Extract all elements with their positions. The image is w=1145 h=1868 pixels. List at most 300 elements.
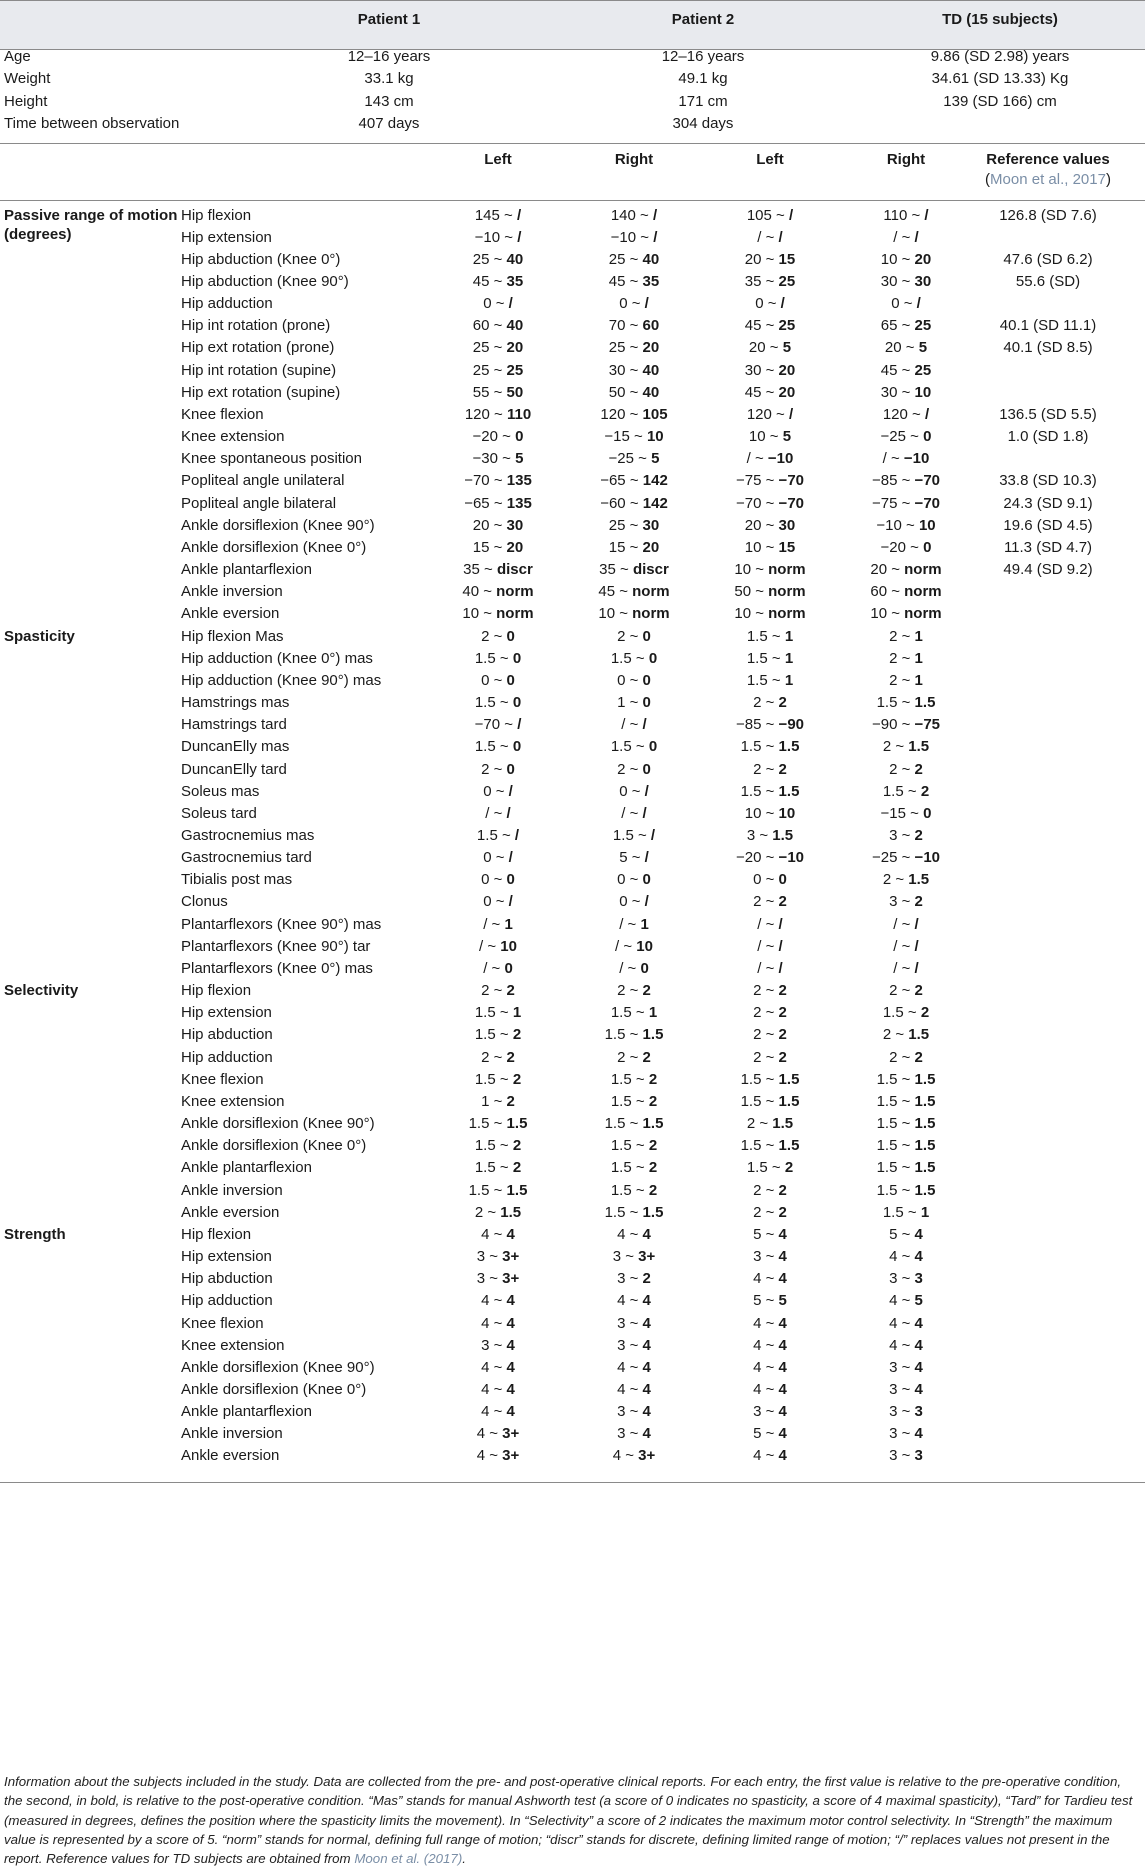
separator: ~ [897, 1048, 915, 1066]
post-op-value: 4 [778, 1314, 787, 1332]
value-patient2-right [889, 1402, 923, 1422]
post-op-value: / [506, 804, 511, 822]
value-patient2-left [747, 826, 793, 846]
post-op-value: 2 [506, 1092, 515, 1110]
separator: ~ [489, 383, 507, 401]
separator: ~ [761, 1292, 779, 1310]
pre-op-value: / [893, 937, 898, 955]
separator: ~ [897, 317, 915, 335]
separator: ~ [485, 1248, 503, 1266]
separator: ~ [625, 361, 643, 379]
separator: ~ [901, 339, 919, 357]
separator: ~ [897, 1159, 915, 1177]
pre-op-value: 2 [481, 982, 490, 1000]
measure-label: Hip adduction [181, 295, 273, 313]
pre-op-value: 4 [889, 1292, 898, 1310]
separator: ~ [498, 428, 516, 446]
value-patient2-left [745, 804, 795, 824]
separator: ~ [625, 250, 643, 268]
separator: ~ [751, 561, 769, 579]
post-op-value: 30 [642, 516, 660, 534]
pre-op-value: 25 [608, 250, 626, 268]
post-op-value: 2 [920, 782, 930, 800]
value-patient1-right [613, 826, 655, 846]
value-patient1-right [619, 892, 649, 912]
separator: ~ [887, 605, 905, 623]
separator: ~ [761, 1004, 779, 1022]
value-patient2-left [757, 228, 782, 248]
separator: ~ [897, 1314, 915, 1332]
separator: ~ [761, 1425, 779, 1443]
value-patient1-right [598, 604, 669, 624]
pre-op-value: 45 [880, 361, 898, 379]
value-patient1-right [619, 294, 649, 314]
value-patient2-left [753, 1380, 787, 1400]
post-op-value: 10 [914, 383, 932, 401]
post-op-value: / [916, 295, 921, 313]
post-op-value: 10 [500, 937, 517, 955]
value-patient1-right [609, 316, 659, 336]
pre-op-value: 1.5 [474, 1137, 496, 1155]
post-op-value: 1.5 [908, 738, 930, 756]
post-op-value: 2 [648, 1181, 658, 1199]
post-op-value: 2 [914, 893, 923, 911]
separator: ~ [761, 1070, 779, 1088]
value-patient2-left [741, 1070, 800, 1090]
separator: ~ [761, 1048, 779, 1066]
measure-label: Plantarflexors (Knee 0°) mas [181, 959, 373, 977]
separator: ~ [906, 538, 924, 556]
pre-op-value: 30 [608, 361, 626, 379]
header-patient1: Patient 1 [357, 11, 421, 28]
demographic-patient1: 143 cm [364, 93, 414, 110]
separator: ~ [489, 339, 507, 357]
value-patient1-left [473, 250, 523, 270]
value-patient1-left [462, 582, 533, 602]
measure-label: DuncanElly tard [181, 760, 287, 778]
value-patient1-left [475, 649, 521, 669]
post-op-value: norm [904, 561, 942, 579]
separator: ~ [633, 826, 651, 844]
separator: ~ [635, 206, 653, 224]
value-patient1-left [481, 671, 515, 691]
pre-op-value: −70 [464, 472, 490, 490]
value-patient1-left [475, 1158, 521, 1178]
separator: ~ [897, 1092, 915, 1110]
measure-label: Popliteal angle unilateral [181, 472, 345, 490]
separator: ~ [621, 1447, 639, 1465]
post-op-value: 4 [642, 1292, 651, 1310]
pre-op-value: −85 [735, 716, 762, 734]
value-patient2-left [745, 272, 795, 292]
value-patient2-left [747, 206, 793, 226]
pre-op-value: 1.5 [474, 1159, 496, 1177]
value-patient1-left [483, 892, 513, 912]
value-patient2-left [753, 1048, 787, 1068]
pre-op-value: 4 [753, 1270, 762, 1288]
separator: ~ [483, 1203, 501, 1221]
pre-op-value: 30 [880, 383, 898, 401]
value-patient2-right [889, 981, 923, 1001]
section-label: Selectivity [4, 982, 79, 1000]
pre-op-value: / [485, 804, 490, 822]
post-op-value: 3+ [638, 1447, 656, 1465]
pre-op-value: 0 [483, 295, 492, 313]
post-op-value: 20 [642, 339, 660, 357]
post-op-value: norm [768, 583, 806, 601]
pre-op-value: 110 [883, 206, 908, 224]
value-patient2-left [736, 715, 804, 735]
value-patient2-right [889, 1314, 923, 1334]
post-op-value: 5 [778, 1292, 787, 1310]
value-patient2-right [889, 1358, 923, 1378]
measure-label: Ankle dorsiflexion (Knee 90°) [181, 1358, 375, 1376]
post-op-value: 4 [506, 1358, 515, 1376]
post-op-value: 2 [914, 1048, 923, 1066]
measure-label: Ankle inversion [181, 583, 283, 601]
pre-op-value: 30 [744, 361, 762, 379]
reference-link[interactable]: Moon et al., 2017 [990, 171, 1106, 188]
post-op-value: 4 [506, 1336, 515, 1354]
pre-op-value: −60 [600, 494, 626, 512]
separator: ~ [625, 627, 643, 645]
pre-op-value: 4 [617, 1292, 626, 1310]
pre-op-value: / [483, 959, 488, 977]
separator: ~ [761, 1380, 779, 1398]
value-patient2-right [893, 228, 918, 248]
subheader-reference-title: Reference values [986, 151, 1110, 168]
value-patient1-right [611, 1136, 657, 1156]
value-patient2-right [889, 892, 923, 912]
separator: ~ [897, 1425, 915, 1443]
post-op-value: −70 [778, 494, 805, 512]
separator: ~ [625, 694, 643, 712]
separator: ~ [761, 1092, 779, 1110]
separator: ~ [489, 804, 507, 822]
post-op-value: 1.5 [914, 1159, 936, 1177]
pre-op-value: −85 [871, 472, 898, 490]
measure-label: Gastrocnemius mas [181, 826, 315, 844]
post-op-value: 1 [504, 915, 513, 933]
reference-value: 33.8 (SD 10.3) [999, 472, 1097, 490]
separator: ~ [897, 893, 915, 911]
pre-op-value: 10 [734, 561, 752, 579]
pre-op-value: 0 [619, 295, 628, 313]
post-op-value: 0 [642, 627, 651, 645]
value-patient1-right [609, 338, 659, 358]
measure-label: Plantarflexors (Knee 90°) tar [181, 937, 371, 955]
value-patient2-left [753, 1424, 787, 1444]
separator: ~ [897, 1358, 915, 1376]
demographic-label: Time between observation [4, 115, 180, 132]
value-patient2-left [753, 981, 787, 1001]
value-patient2-right [877, 693, 936, 713]
value-patient1-right [599, 560, 669, 580]
post-op-value: 1.5 [914, 1115, 936, 1133]
value-patient1-right [613, 1247, 656, 1267]
post-op-value: 4 [778, 1336, 787, 1354]
pre-op-value: / [615, 937, 620, 955]
separator: ~ [751, 583, 769, 601]
post-op-value: 25 [914, 317, 932, 335]
separator: ~ [497, 826, 515, 844]
separator: ~ [631, 1004, 649, 1022]
pre-op-value: / [757, 915, 762, 933]
post-op-value: / [644, 782, 649, 800]
value-patient2-left [749, 427, 791, 447]
separator: ~ [487, 915, 505, 933]
separator: ~ [897, 1292, 915, 1310]
value-patient1-left [481, 1291, 515, 1311]
post-op-value: 2 [784, 1159, 794, 1177]
value-patient2-right [870, 604, 941, 624]
pre-op-value: 0 [483, 849, 492, 867]
measure-label: Hip adduction (Knee 0°) mas [181, 649, 373, 667]
pre-op-value: 4 [481, 1358, 490, 1376]
post-op-value: 0 [506, 671, 515, 689]
value-patient2-left [745, 316, 795, 336]
post-op-value: 40 [642, 250, 660, 268]
pre-op-value: 1.5 [474, 1026, 496, 1044]
value-patient2-right [889, 649, 923, 669]
pre-op-value: 1.5 [610, 1137, 632, 1155]
value-patient1-left [481, 1314, 515, 1334]
post-op-value: 2 [778, 760, 787, 778]
pre-op-value: / [621, 716, 626, 734]
value-patient1-right [609, 383, 659, 403]
pre-op-value: 4 [753, 1314, 762, 1332]
post-op-value: 10 [646, 428, 664, 446]
separator: ~ [491, 782, 509, 800]
pre-op-value: 4 [753, 1358, 762, 1376]
pre-op-value: / [757, 228, 762, 246]
value-patient1-left [481, 760, 515, 780]
separator: ~ [627, 782, 645, 800]
separator: ~ [761, 849, 779, 867]
measure-label: Ankle plantarflexion [181, 1403, 312, 1421]
value-patient1-right [611, 1181, 657, 1201]
value-patient2-right [889, 1336, 923, 1356]
separator: ~ [623, 915, 641, 933]
separator: ~ [897, 472, 915, 490]
separator: ~ [897, 760, 915, 778]
value-patient2-right [877, 1114, 936, 1134]
post-op-value: 4 [642, 1380, 651, 1398]
separator: ~ [625, 982, 643, 1000]
post-op-value: 1.5 [772, 1115, 794, 1133]
post-op-value: 2 [778, 982, 787, 1000]
separator: ~ [636, 228, 654, 246]
pre-op-value: 10 [870, 605, 888, 623]
value-patient2-left [753, 693, 787, 713]
post-op-value: 2 [642, 982, 651, 1000]
pre-op-value: 3 [612, 1248, 622, 1266]
value-patient1-right [609, 516, 659, 536]
separator: ~ [767, 671, 785, 689]
post-op-value: 1 [914, 627, 923, 645]
separator: ~ [897, 1225, 915, 1243]
post-op-value: 1.5 [642, 1115, 664, 1133]
separator: ~ [899, 295, 917, 313]
measure-label: Ankle dorsiflexion (Knee 0°) [181, 538, 367, 556]
pre-op-value: −10 [610, 228, 637, 246]
pre-op-value: 4 [612, 1447, 622, 1465]
pre-op-value: 2 [474, 1203, 484, 1221]
pre-op-value: 5 [753, 1292, 762, 1310]
value-patient1-left [481, 870, 515, 890]
pre-op-value: −75 [735, 472, 762, 490]
measure-label: Clonus [181, 893, 228, 911]
separator: ~ [489, 538, 507, 556]
separator: ~ [625, 1425, 643, 1443]
post-op-value: 1.5 [914, 694, 936, 712]
pre-op-value: 45 [472, 272, 490, 290]
pre-op-value: −15 [604, 428, 630, 446]
value-patient1-left [477, 1446, 520, 1466]
post-op-value: 20 [778, 383, 796, 401]
value-patient1-left [481, 1380, 515, 1400]
post-op-value: / [508, 782, 513, 800]
post-op-value: 20 [778, 361, 796, 379]
separator: ~ [625, 383, 643, 401]
reference-value: 24.3 (SD 9.1) [1003, 494, 1093, 512]
pre-op-value: 1.5 [876, 1115, 898, 1133]
value-patient1-right [611, 1092, 657, 1112]
pre-op-value: / [757, 937, 762, 955]
post-op-value: / [924, 206, 929, 224]
post-op-value: 4 [642, 1225, 651, 1243]
post-op-value: norm [632, 583, 670, 601]
pre-op-value: 2 [481, 627, 490, 645]
pre-op-value: 2 [889, 627, 898, 645]
separator: ~ [761, 1314, 779, 1332]
pre-op-value: 10 [744, 538, 762, 556]
separator: ~ [491, 295, 509, 313]
separator: ~ [489, 982, 507, 1000]
post-op-value: 4 [642, 1403, 651, 1421]
separator: ~ [625, 1380, 643, 1398]
pre-op-value: 4 [753, 1380, 762, 1398]
value-patient2-right [881, 804, 932, 824]
pre-op-value: 2 [617, 627, 626, 645]
pre-op-value: −20 [472, 428, 498, 446]
separator: ~ [761, 228, 779, 246]
post-op-value: 4 [914, 1314, 923, 1332]
value-patient2-left [757, 959, 782, 979]
pre-op-value: 2 [617, 760, 626, 778]
value-patient1-right [619, 782, 649, 802]
post-op-value: 10 [918, 516, 936, 534]
value-patient2-left [747, 649, 793, 669]
demographic-patient1: 33.1 kg [364, 70, 414, 87]
measure-label: Ankle dorsiflexion (Knee 90°) [181, 1115, 375, 1133]
measure-label: Ankle eversion [181, 1203, 280, 1221]
post-op-value: 1.5 [642, 1203, 664, 1221]
value-patient2-right [872, 848, 940, 868]
pre-op-value: −30 [472, 450, 498, 468]
post-op-value: / [778, 915, 783, 933]
separator: ~ [761, 804, 779, 822]
separator: ~ [901, 516, 919, 534]
value-patient1-left [473, 361, 523, 381]
value-patient1-right [609, 449, 660, 469]
post-op-value: 1.5 [778, 1070, 800, 1088]
reference-value: 19.6 (SD 4.5) [1003, 516, 1093, 534]
value-patient1-right [619, 848, 649, 868]
value-patient1-right [605, 1203, 664, 1223]
measure-label: Hip adduction [181, 1048, 273, 1066]
separator: ~ [897, 1115, 915, 1133]
post-op-value: 4 [778, 1380, 787, 1398]
pre-op-value: 4 [481, 1380, 490, 1398]
pre-op-value: / [757, 959, 762, 977]
separator: ~ [489, 1181, 507, 1199]
separator: ~ [761, 383, 779, 401]
value-patient2-right [883, 206, 928, 226]
value-patient2-right [870, 582, 941, 602]
pre-op-value: 1.5 [740, 1070, 762, 1088]
value-patient2-left [734, 604, 805, 624]
separator: ~ [761, 516, 779, 534]
post-op-value: 5 [515, 450, 524, 468]
post-op-value: 5 [651, 450, 660, 468]
post-op-value: 4 [506, 1380, 515, 1398]
value-patient1-left [475, 737, 521, 757]
post-op-value: 1 [920, 1203, 930, 1221]
value-patient2-left [753, 892, 787, 912]
pre-op-value: 1.5 [740, 1092, 762, 1110]
post-op-value: 1.5 [772, 826, 794, 844]
value-patient1-right [617, 627, 651, 647]
demographic-patient1: 407 days [358, 115, 420, 132]
pre-op-value: 2 [481, 1048, 490, 1066]
measure-label: Hip abduction (Knee 0°) [181, 250, 341, 268]
separator: ~ [897, 494, 915, 512]
post-op-value: discr [496, 561, 533, 579]
footnote-reference-link[interactable]: Moon et al. (2017) [354, 1851, 463, 1867]
separator: ~ [500, 716, 518, 734]
pre-op-value: 1.5 [468, 1181, 490, 1199]
separator: ~ [767, 627, 785, 645]
pre-op-value: 2 [746, 1115, 756, 1133]
post-op-value: 5 [918, 339, 928, 357]
separator: ~ [625, 716, 643, 734]
pre-op-value: 15 [608, 538, 626, 556]
value-patient2-left [753, 870, 787, 890]
post-op-value: 2 [914, 760, 923, 778]
value-patient2-left [753, 1291, 787, 1311]
value-patient2-left [734, 582, 805, 602]
value-patient1-right [615, 937, 653, 957]
value-patient2-left [753, 1181, 787, 1201]
pre-op-value: / [893, 959, 898, 977]
value-patient2-left [753, 1247, 787, 1267]
post-op-value: 4 [914, 1336, 923, 1354]
value-patient1-left [483, 782, 513, 802]
measure-label: Knee spontaneous position [181, 450, 362, 468]
pre-op-value: 4 [753, 1336, 762, 1354]
pre-op-value: 1.5 [474, 649, 496, 667]
post-op-value: 0 [515, 428, 524, 446]
separator: ~ [897, 826, 915, 844]
separator: ~ [631, 1181, 649, 1199]
post-op-value: 2 [648, 1137, 658, 1155]
value-patient1-right [617, 1424, 651, 1444]
pre-op-value: 1.5 [746, 671, 768, 689]
post-op-value: 0 [504, 959, 513, 977]
pre-op-value: 1.5 [876, 1070, 898, 1088]
separator: ~ [897, 250, 915, 268]
